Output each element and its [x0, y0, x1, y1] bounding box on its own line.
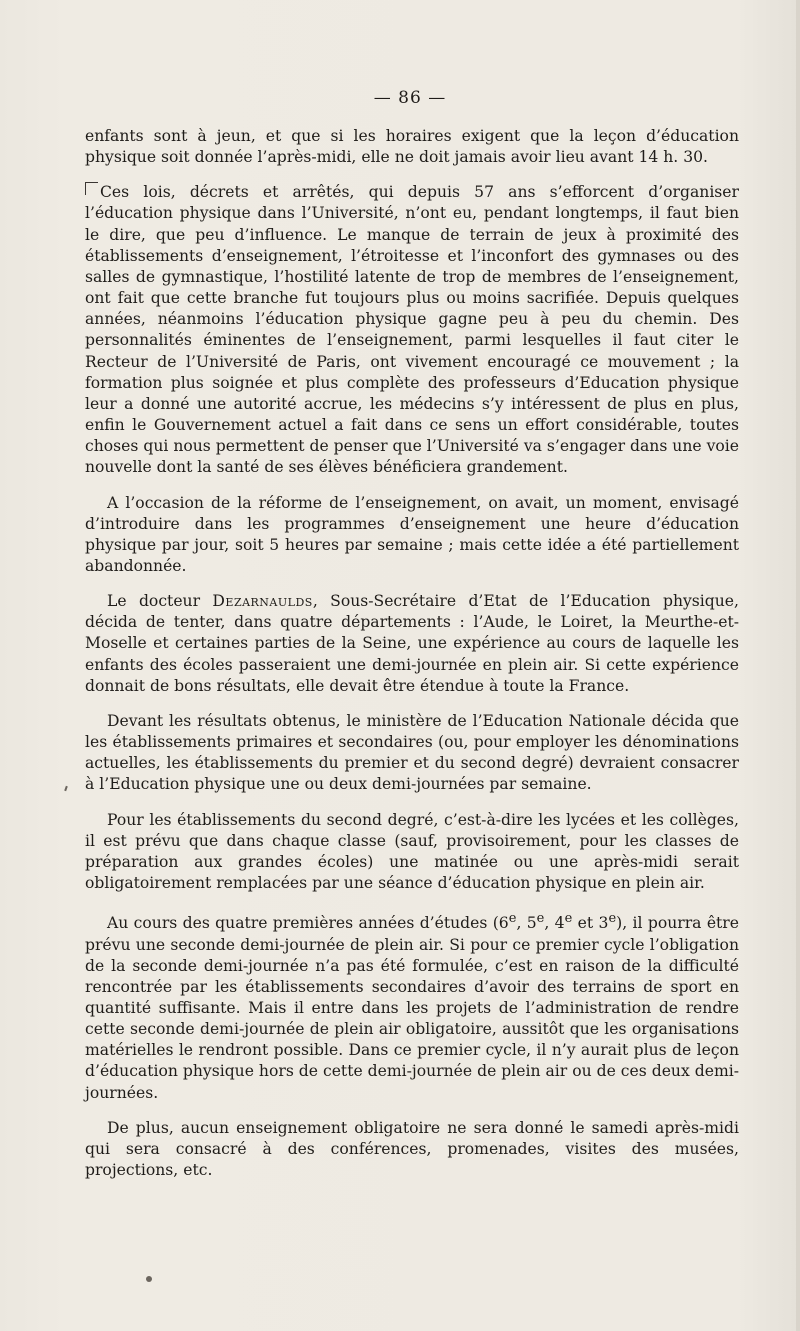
paragraph [85, 182, 739, 478]
paragraph [85, 591, 739, 697]
author-name: Dezarnaulds [212, 592, 313, 611]
paragraph-text: , 5 [516, 914, 537, 933]
paragraph-text: , Sous-Secrétaire d’Etat de l’Education physique, décida de tenter, dans quatre départements : l’Aude, le Loiret, la Meurthe-et-Moselle et certaines parties de la Seine, une expérience au cours de laquelle les enfants des écoles passeraient une demi-journée en plein air. Si cette expérience donnait de bons résultats, elle devait être étendue à toute la France. [85, 592, 739, 695]
page-number: — 86 — [373, 88, 447, 108]
paragraph [85, 908, 739, 1104]
body-text [85, 126, 739, 1195]
margin-mark [64, 786, 68, 791]
paragraph-text: Au cours des quatre premières années d’études (6 [107, 914, 509, 933]
paragraph: De plus, aucun enseignement obligatoire ne sera donné le samedi après-midi qui sera consacré à des conférences, promenades, visites des musées, projections, etc. [85, 1118, 739, 1180]
ink-spot [146, 1276, 152, 1282]
paragraph-text: , 4 [544, 914, 565, 933]
paragraph-text: Le docteur [107, 592, 213, 611]
paragraph: enfants sont à jeun, et que si les horaires exigent que la leçon d’éducation physique soit donnée l’après-midi, elle ne doit jamais avoir lieu avant 14 h. 30. [85, 127, 739, 167]
paragraph: Devant les résultats obtenus, le ministère de l’Education Nationale décida que les établissements primaires et secondaires (ou, pour employer les dénominations actuelles, les établissements du premier et du second degré) devraient consacrer à l’Education physique une ou deux demi-journées par semaine. [85, 711, 739, 794]
paragraph-text: Ces lois, décrets et arrêtés, qui depuis 57 ans s’efforcent d’organiser l’éducation physique dans l’Université, n’ont eu, pendant longtemps, il faut bien le dire, que peu d’influence. Le manque de terrain de jeux à proximité des établissements d’enseignement, l’étroitesse et l’inconfort des gymnases ou des salles de gymnastique, l’hostilité latente de trop de membres de l’enseignement, ont fait que cette branche fut toujours plus ou moins sacrifiée. Depuis quelques années, néanmoins l’éducation physique gagne peu à peu du chemin. Des personnalités éminentes de l’enseignement, parmi lesquelles il faut citer le Recteur de l’Université de Paris, ont vivement encouragé ce mouvement ; la formation plus soignée et plus complète des professeurs d’Education physique leur a donné une autorité accrue, les médecins s’y intéressent de plus en plus, enfin le Gouvernement actuel a fait dans ce sens un effort considérable, toutes choses qui nous permettent de penser que l’Université va s’engager dans une voie nouvelle dont la santé de ses élèves bénéficiera grandement. [85, 183, 739, 477]
paragraph-text: ), il pourra être prévu une seconde demi-journée de plein air. Si pour ce premier cycle l’obligation de la seconde demi-journée n’a pas été formulée, c’est en raison de la difficulté rencontrée par les établissements secondaires d’avoir des terrains de sport en quantité suffisante. Mais il entre dans les projets de l’administration de rendre cette seconde demi-journée de plein air obligatoire, aussitôt que les organisations matérielles le rendront possible. Dans ce premier cycle, il n’y aurait plus de leçon d’éducation physique hors de cette demi-journée de plein air ou de ces deux demi-journées. [85, 914, 739, 1102]
paragraph: A l’occasion de la réforme de l’enseignement, on avait, un moment, envisagé d’introduire dans les programmes d’enseignement une heure d’éducation physique par jour, soit 5 heures par semaine ; mais cette idée a été partiellement abandonnée. [85, 493, 739, 575]
paragraph-mark-icon [85, 182, 98, 195]
superscript: e [536, 911, 545, 927]
page-edge [796, 0, 800, 1331]
superscript: e [508, 911, 517, 927]
paragraph: Pour les établissements du second degré, c’est-à-dire les lycées et les collèges, il est prévu que dans chaque classe (sauf, provisoirement, pour les classes de préparation aux grandes écoles) une matinée ou une après-midi serait obligatoirement remplacées par une séance d’éducation physique en plein air. [85, 810, 739, 892]
superscript: e [608, 911, 617, 927]
paragraph-text: et 3 [572, 914, 609, 933]
superscript: e [564, 911, 573, 927]
